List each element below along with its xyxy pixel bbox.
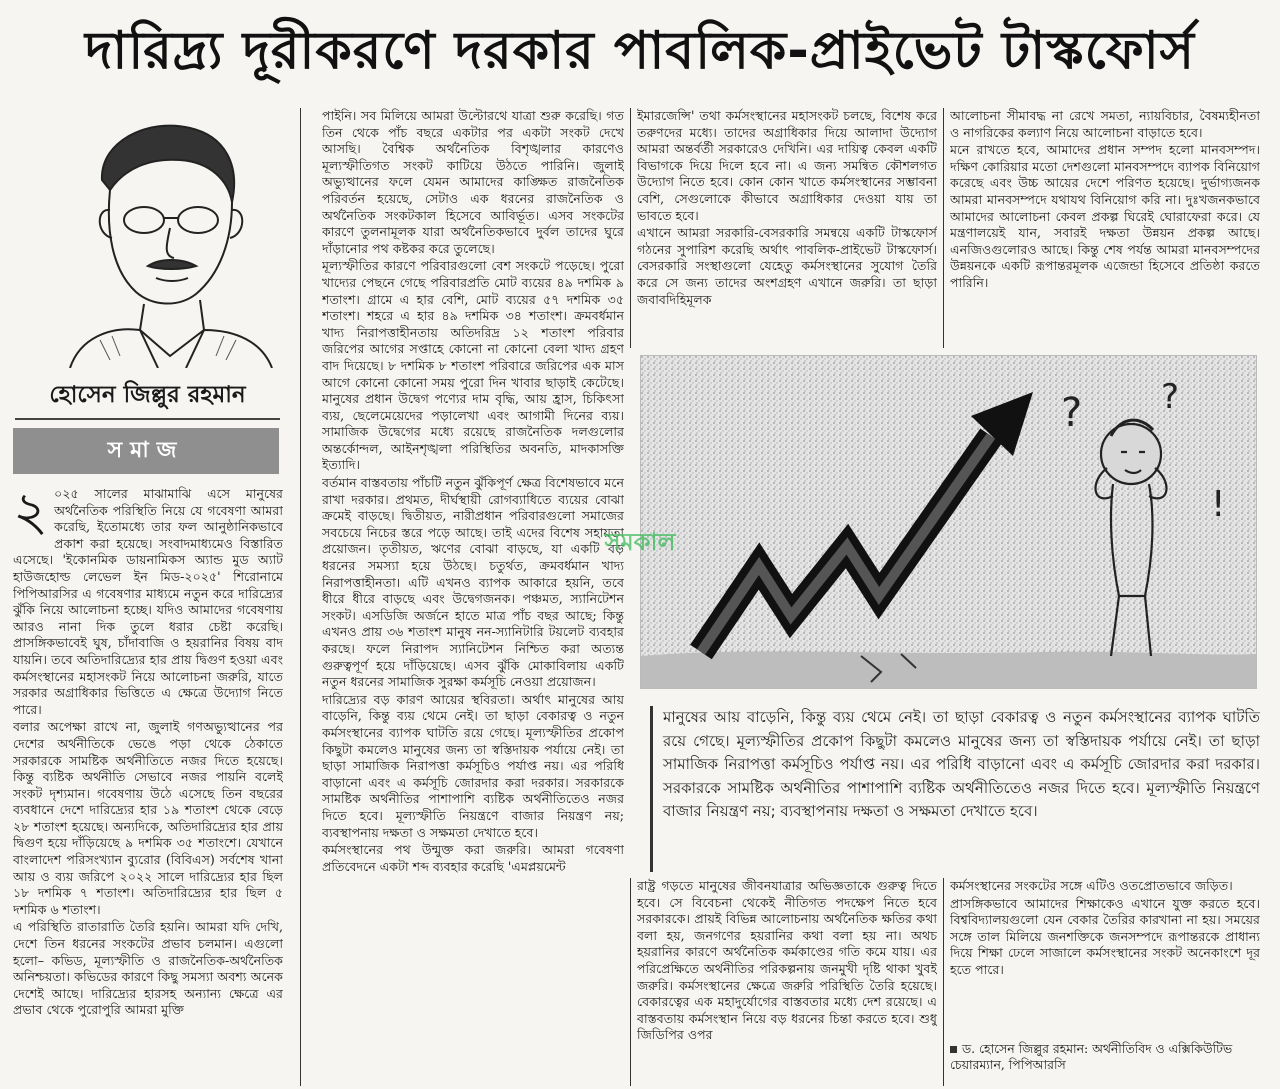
paragraph: ইমারজেন্সি' তথা কর্মসংস্থানের মহাসংকট চলছে, বিশেষ করে তরুণদের মধ্যে। তাদের অগ্রাধিকার দিয়ে আলাদা উদ্যোগ আমরা অন্তর্বর্তী সরকারেও দেখিনি। এর দায়িত্ব কেবল একটি বিভাগকে দিয়ে দিলে হবে না। এ জন্য সমন্বিত কৌশলগত উদ্যোগ নিতে হবে। কোন কোন খাতে কর্মসংস্থানের সম্ভাবনা বেশি, সেগুলোকে কীভাবে অগ্রাধিকার দেওয়া যায় তা ভাবতে হবে। (637, 108, 937, 223)
paragraph: বলার অপেক্ষা রাখে না, জুলাই গণঅভ্যুত্থানের পর দেশের অর্থনীতিকে ভেঙে পড়া থেকে ঠেকাতে সরকারকে সামষ্টিক অর্থনীতিতে নজর দিতে হয়েছে। কিন্তু ব্যষ্টিক অর্থনীতি সেভাবে নজর পায়নি বলেই সংকট দৃশ্যমান। গবেষণায় উঠে এসেছে তিন বছরের ব্যবধানে দেশে দারিদ্র্যের হার ১৯ শতাংশ থেকে বেড়ে ২৮ শতাংশ হয়েছে। অন্যদিকে, অতিদারিদ্র্যের হার প্রায় দ্বিগুণ হয়ে দাঁড়িয়েছে ৯ দশমিক ৩৫ শতাংশে। যেখানে বাংলাদেশ পরিসংখ্যান ব্যুরোর (বিবিএস) সর্বশেষ খানা আয় ও ব্যয় জরিপে ২০২২ সালে দারিদ্র্যের হার ছিল ১৮ দশমিক ৭ শতাংশ। অতিদারিদ্র্যের হার ছিল ৫ দশমিক ৬ শতাংশ। (13, 719, 283, 917)
article-column-4 (950, 108, 1260, 348)
column-divider (630, 878, 631, 1086)
paragraph: রাষ্ট্র গড়তে মানুষের জীবনযাত্রার অভিজ্ঞতাকে গুরুত্ব দিতে হবে। সে বিবেচনা থেকেই নীতিগত পদক্ষেপ নিতে হবে সরকারকে। প্রায়ই বিভিন্ন আলোচনায় অর্থনৈতিক ক্ষতির কথা বলা হয়, জনগণের হয়রানির কথা বলা হয় না। অথচ হয়রানির কারণে অর্থনৈতিক কর্মকাণ্ডের গতি কমে যায়। এর পরিপ্রেক্ষিতে অর্থনীতির পরিকল্পনায় জনমুখী দৃষ্টি থাকা খুবই জরুরি। কর্মসংস্থানের ক্ষেত্রে জরুরি পরিস্থিতি তৈরি হয়েছে। বেকারত্বের এক মহাদুর্যোগের বাস্তবতার মধ্যে দেশ রয়েছে। এ বাস্তবতায় কর্মসংস্থান নিয়ে বড় ধরনের চিন্তা করতে হবে। শুধু জিডিপির ওপর (637, 878, 937, 1043)
paragraph: মনে রাখতে হবে, আমাদের প্রধান সম্পদ হলো মানবসম্পদ। দক্ষিণ কোরিয়ার মতো দেশগুলো মানবসম্পদে ব্যাপক বিনিয়োগ করেছে এবং উচ্চ আয়ের দেশে পরিণত হয়েছে। দুর্ভাগ্যজনক আমরা মানবসম্পদে যথাযথ বিনিয়োগ করি না। দুঃখজনকভাবে আমাদের আলোচনা কেবল প্রকল্প ঘিরেই ঘোরাফেরা করে। যে মন্ত্রণালয়েই যান, সবারই দক্ষতা উন্নয়ন প্রকল্প আছে। এনজিওগুলোরও আছে। কিন্তু শেষ পর্যন্ত আমরা মানবসম্পদের উন্নয়নকে একটি রূপান্তরমূলক এজেন্ডা হিসেবে প্রতিষ্ঠা করতে পারিনি। (950, 142, 1260, 290)
pull-quote: মানুষের আয় বাড়েনি, কিন্তু ব্যয় থেমে নেই। তা ছাড়া বেকারত্ব ও নতুন কর্মসংস্থানের ব্যাপক ঘাটতি রয়ে গেছে। মূল্যস্ফীতির প্রকোপ কিছুটা কমলেও মানুষের জন্য তা স্বস্তিদায়ক পর্যায়ে নেই। তা ছাড়া সামাজিক নিরাপত্তা কর্মসূচিও পর্যাপ্ত নয়। এর পরিধি বাড়ানো এবং এ কর্মসূচি জোরদার করা দরকার। সরকারকে সামষ্টিক অর্থনীতির পাশাপাশি ব্যষ্টিক অর্থনীতিতেও নজর দিতে হবে। মূল্যস্ফীতি নিয়ন্ত্রণে বাজার নিয়ন্ত্রণ নয়; ব্যবস্থাপনায় দক্ষতা ও সক্ষমতা দেখাতে হবে। (650, 706, 1260, 872)
paragraph: কর্মসংস্থানের সংকটের সঙ্গে এটিও ওতপ্রোতভাবে জড়িত। (950, 878, 1233, 893)
paragraph: মূল্যস্ফীতির কারণে পরিবারগুলো বেশ সংকটে পড়েছে। পুরো খাদ্যের পেছনে গেছে পরিবারপ্রতি মোট ব্যয়ের ৪৯ দশমিক ৯ শতাংশ। গ্রামে এ হার বেশি, মোট ব্যয়ের ৫৭ দশমিক ৩৫ শতাংশ। শহরে এ হার ৪৯ দশমিক ৩৪ শতাংশ। ক্রমবর্ধমান খাদ্য নিরাপত্তাহীনতায় অতিদরিদ্র ১২ শতাংশ পরিবার জরিপের আগের সপ্তাহে কোনো না কোনো বেলা খাদ্য গ্রহণ বাদ দিয়েছে। ৮ দশমিক ৮ শতাংশ পরিবারে জরিপের এক মাস আগে কোনো কোনো সময় পুরো দিন খাবার ছাড়াই কেটেছে। মানুষের প্রধান উদ্বেগ পণ্যের দাম বৃদ্ধি, আয় হ্রাস, চিকিৎসা ব্যয়, ছেলেমেয়েদের পড়ালেখা এবং আগামী দিনের ব্যয়। সামাজিক উদ্বেগের মধ্যে রয়েছে রাজনৈতিক দলগুলোর অন্তর্কোন্দল, আইনশৃঙ্খলা পরিস্থিতির অবনতি, মাদকাসক্তি ইত্যাদি। (322, 258, 624, 473)
section-tag: সমাজ (13, 428, 279, 474)
article-column-1 (13, 486, 283, 1086)
paragraph: এ পরিস্থিতি রাতারাতি তৈরি হয়নি। আমরা যদি দেখি, দেশে তিন ধরনের সংকটের প্রভাব চলমান। এগুলো হলো– কভিড, মূল্যস্ফীতি ও রাজনৈতিক-অর্থনৈতিক অনিশ্চয়তা। কভিডের কারণে কিছু সমস্যা অবশ্য অনেক দেশেই আছে। দারিদ্র্যের হারসহ অন্যান্য ক্ষেত্রে এর প্রভাব থেকে পুরোপুরি আমরা মুক্তি (13, 919, 283, 1018)
headline: দারিদ্র্য দূরীকরণে দরকার পাবলিক-প্রাইভেট টাস্কফোর্স (84, 21, 1196, 81)
paragraph: এখানে আমরা সরকারি-বেসরকারি সমন্বয়ে একটি টাস্কফোর্স গঠনের সুপারিশ করেছি অর্থাৎ পাবলিক-প্রাইভেট টাস্কফোর্স। বেসরকারি সংস্থাগুলো যেহেতু কর্মসংস্থানের সুযোগ তৈরি করে সে জন্য তাদের অংশগ্রহণ এখানে জরুরি। তা ছাড়া জবাবদিহিমূলক (637, 225, 937, 307)
dropcap: ২ (13, 486, 49, 543)
author-portrait (40, 110, 280, 368)
article-column-3 (637, 108, 937, 348)
column-divider (300, 108, 301, 1086)
square-bullet-icon (950, 1046, 957, 1053)
paragraph: আলোচনা সীমাবদ্ধ না রেখে সমতা, ন্যায়বিচার, বৈষম্যহীনতা ও নাগরিকের কল্যাণ নিয়ে আলোচনা বাড়াতে হবে। (950, 108, 1260, 140)
article-column-2 (322, 108, 624, 1086)
column-divider (630, 108, 631, 348)
article-column-4-bottom (950, 878, 1260, 1028)
article-column-3-bottom (637, 878, 937, 1083)
paragraph: বর্তমান বাস্তবতায় পাঁচটি নতুন ঝুঁকিপূর্ণ ক্ষেত্র বিশেষভাবে মনে রাখা দরকার। প্রথমত, দীর্ঘস্থায়ী রোগব্যাধিতে ব্যয়ের বোঝা ক্রমেই বাড়ছে। দ্বিতীয়ত, নারীপ্রধান পরিবারগুলো সমাজের সবচেয়ে নিচের স্তরে পড়ে আছে। তাই এদের বিশেষ সহায়তা প্রয়োজন। তৃতীয়ত, ঋণের বোঝা বাড়ছে, যা একটি বড় ধরনের সমস্যা হয়ে উঠছে। চতুর্থত, ক্রমবর্ধমান খাদ্য নিরাপত্তাহীনতা। এটি এখনও ব্যাপক আকারে হয়নি, তবে ধীরে ধীরে বাড়ছে এবং উদ্বেগজনক। পঞ্চমত, স্যানিটেশন সংকট। এসডিজি অর্জনে হাতে মাত্র পাঁচ বছর আছে; কিন্তু এখনও প্রায় ৩৬ শতাংশ মানুষ নন-স্যানিটারি টয়লেট ব্যবহার করছে। ফলে নিরাপদ স্যানিটেশন নিশ্চিত করা অত্যন্ত গুরুত্বপূর্ণ হয়ে দাঁড়িয়েছে। এসব ঝুঁকি মোকাবিলায় একটি নতুন ধরনের সামাজিক সুরক্ষা কর্মসূচি নেওয়া প্রয়োজন। (322, 475, 624, 690)
svg-text:?: ? (1161, 377, 1180, 417)
paragraph: পাইনি। সব মিলিয়ে আমরা উল্টোরথে যাত্রা শুরু করেছি। গত তিন থেকে পাঁচ বছরে একটার পর একটা সংকট দেখে আসছি। বৈশ্বিক অর্থনৈতিক বিশৃঙ্খলার কারণেও মূল্যস্ফীতিগত সংকট কাটিয়ে উঠতে পারিনি। জুলাই অভ্যুত্থানের ফলে যেমন আমাদের কাঙ্ক্ষিত রাজনৈতিক পরিবর্তন হয়েছে, সেটাও এক ধরনের রাজনৈতিক ও অর্থনৈতিক সংকটকাল হিসেবে আবির্ভূত। এসব সংকটের কারণে তুলনামূলক যারা অর্থনৈতিকভাবে দুর্বল তাদের ঘুরে দাঁড়ানোর পথ কষ্টকর করে তুলেছে। (322, 108, 624, 256)
publisher-watermark: সমকাল (604, 528, 676, 556)
author-byline: হোসেন জিল্লুর রহমান (15, 372, 280, 420)
svg-text:!: ! (1211, 484, 1226, 525)
column-divider (943, 878, 944, 1086)
paragraph: প্রাসঙ্গিকভাবে আমাদের শিক্ষাকেও এখানে যুক্ত করতে হবে। বিশ্ববিদ্যালয়গুলো যেন বেকার তৈরির কারখানা না হয়। সময়ের সঙ্গে তাল মিলিয়ে জনশক্তিকে জনসম্পদে রূপান্তরকে প্রাধান্য দিয়ে শিক্ষা ঢেলে সাজালে কর্মসংস্থানের সংকট অনেকাংশে দূর হতে পারে। (950, 895, 1260, 977)
author-footnote: ড. হোসেন জিল্লুর রহমান: অর্থনীতিবিদ ও এক্সিকিউটিভ চেয়ারম্যান, পিপিআরসি (950, 1041, 1233, 1073)
column-divider (943, 108, 944, 348)
paragraph: ২ ০২৫ সালের মাঝামাঝি এসে মানুষের অর্থনৈতিক পরিস্থিতি নিয়ে যে গবেষণা আমরা করেছি, ইতোমধ্যে তার ফল আনুষ্ঠানিকভাবে প্রকাশ করা হয়েছে। সংবাদমাধ্যমেও বিস্তারিত এসেছে। 'ইকোনমিক ডায়নামিকস অ্যান্ড মুড অ্যাট হাউজহোল্ড লেভেল ইন মিড-২০২৫' শিরোনামে পিপিআরসির এ গবেষণার মাধ্যমে নতুন করে দারিদ্র্যের ঝুঁকি নিয়ে আলোচনা হচ্ছে। যদিও আমাদের গবেষণায় আরও নানা দিক তুলে ধরার চেষ্টা করেছি। প্রাসঙ্গিকভাবেই ঘুষ, চাঁদাবাজি ও হয়রানির বিষয় বাদ যায়নি। তবে অতিদারিদ্র্যের হার প্রায় দ্বিগুণ হওয়া এবং কর্মসংস্থানের মহাসংকট নিয়ে আলোচনা জরুরি, যাতে সরকার অগ্রাধিকার ভিত্তিতে এ ক্ষেত্রে উদ্যোগ নিতে পারে। (13, 486, 283, 717)
svg-text:?: ? (1061, 390, 1083, 436)
paragraph: দারিদ্র্যের বড় কারণ আয়ের স্থবিরতা। অর্থাৎ মানুষের আয় বাড়েনি, কিন্তু ব্যয় থেমে নেই। তা ছাড়া বেকারত্ব ও নতুন কর্মসংস্থানের ব্যাপক ঘাটতি রয়ে গেছে। মূল্যস্ফীতির প্রকোপ কিছুটা কমলেও মানুষের জন্য তা স্বস্তিদায়ক পর্যায়ে নেই। তা ছাড়া সামাজিক নিরাপত্তা কর্মসূচিও পর্যাপ্ত নয়। এর পরিধি বাড়ানো এবং এ কর্মসূচি জোরদার করা দরকার। সরকারকে সামষ্টিক অর্থনীতির পাশাপাশি ব্যষ্টিক অর্থনীতিতেও নজর দিতে হবে। মূল্যস্ফীতি নিয়ন্ত্রণে বাজার নিয়ন্ত্রণ নয়; ব্যবস্থাপনায় দক্ষতা ও সক্ষমতা দেখাতে হবে। (322, 691, 624, 840)
paragraph: কর্মসংস্থানের পথ উন্মুক্ত করা জরুরি। আমরা গবেষণা প্রতিবেদনে একটা শব্দ ব্যবহার করেছি 'এমপ্লয়মেন্ট (322, 842, 624, 874)
